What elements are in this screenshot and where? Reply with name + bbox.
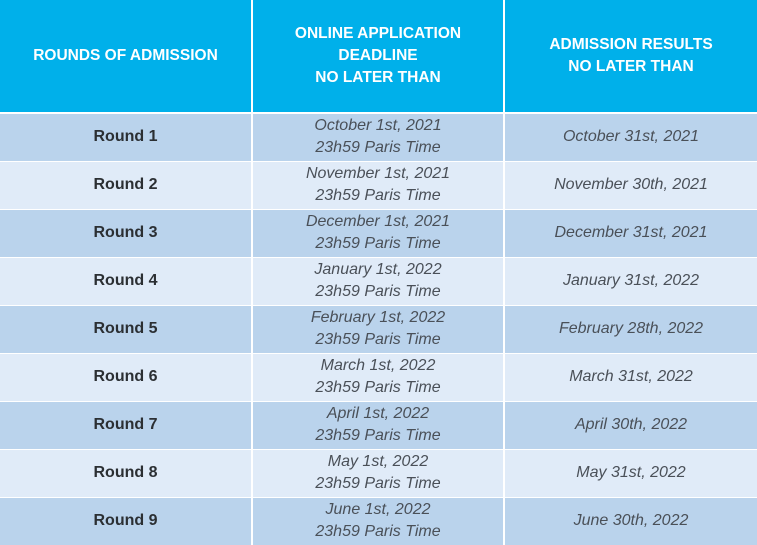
header-results-line-1: ADMISSION RESULTS (549, 36, 713, 53)
application-deadline-cell (252, 257, 504, 305)
deadline-time: 23h59 Paris Time (315, 283, 441, 300)
round-cell (0, 113, 252, 161)
round-cell (0, 401, 252, 449)
round-label: Round 2 (93, 176, 158, 193)
table-row (0, 113, 757, 161)
table-row (0, 161, 757, 209)
admission-result-cell (504, 497, 757, 545)
table-row (0, 449, 757, 497)
round-label: Round 8 (93, 464, 158, 481)
result-date: January 31st, 2022 (562, 272, 700, 289)
round-label: Round 6 (93, 368, 158, 385)
deadline-time: 23h59 Paris Time (315, 139, 441, 157)
result-date: April 30th, 2022 (574, 416, 688, 433)
table-row (0, 209, 757, 257)
header-deadline-line-3: NO LATER THAN (315, 69, 441, 86)
table-row (0, 305, 757, 353)
round-label: Round 7 (93, 416, 158, 433)
admission-result-cell (504, 449, 757, 497)
admission-result-cell (504, 305, 757, 353)
application-deadline-cell (252, 497, 504, 545)
deadline-date: December 1st, 2021 (305, 213, 451, 230)
admission-result-cell (504, 353, 757, 401)
deadline-date: April 1st, 2022 (326, 405, 430, 422)
deadline-date: January 1st, 2022 (314, 261, 442, 278)
deadline-time: 23h59 Paris Time (315, 235, 441, 252)
header-rounds (0, 0, 252, 113)
deadline-time: 23h59 Paris Time (315, 523, 441, 540)
round-label: Round 4 (93, 272, 158, 289)
deadline-time: 23h59 Paris Time (315, 427, 441, 444)
admission-result-cell (504, 161, 757, 209)
round-label: Round 1 (93, 128, 158, 146)
table-row (0, 401, 757, 449)
deadline-time: 23h59 Paris Time (315, 187, 441, 204)
result-date: October 31st, 2021 (562, 128, 700, 146)
admission-result-cell (504, 209, 757, 257)
result-date: December 31st, 2021 (554, 224, 708, 241)
round-cell (0, 209, 252, 257)
round-cell (0, 353, 252, 401)
table-header (0, 0, 757, 113)
header-deadline-line-2: DEADLINE (338, 47, 418, 64)
round-cell (0, 161, 252, 209)
table-body (0, 113, 757, 545)
header-row (0, 0, 757, 113)
deadline-time: 23h59 Paris Time (315, 379, 441, 396)
round-cell (0, 305, 252, 353)
header-results-line-2: NO LATER THAN (568, 58, 694, 75)
admission-result-cell (504, 113, 757, 161)
application-deadline-cell (252, 161, 504, 209)
application-deadline-cell (252, 401, 504, 449)
application-deadline-cell (252, 209, 504, 257)
header-deadline-line-1: ONLINE APPLICATION (294, 25, 462, 42)
result-date: June 30th, 2022 (573, 512, 689, 529)
deadline-date: May 1st, 2022 (327, 453, 429, 470)
header-application-deadline (252, 0, 504, 113)
deadline-date: June 1st, 2022 (325, 501, 431, 518)
application-deadline-cell (252, 305, 504, 353)
deadline-date: November 1st, 2021 (305, 165, 451, 182)
table-row (0, 497, 757, 545)
admission-result-cell (504, 257, 757, 305)
round-label: Round 5 (93, 320, 158, 337)
round-cell (0, 449, 252, 497)
result-date: May 31st, 2022 (576, 464, 686, 481)
header-admission-results (504, 0, 757, 113)
header-rounds-label: ROUNDS OF ADMISSION (33, 47, 218, 64)
admission-result-cell (504, 401, 757, 449)
result-date: February 28th, 2022 (558, 320, 704, 337)
round-cell (0, 497, 252, 545)
deadline-date: October 1st, 2021 (314, 117, 442, 135)
result-date: November 30th, 2021 (554, 176, 708, 193)
deadline-time: 23h59 Paris Time (315, 475, 441, 492)
deadline-time: 23h59 Paris Time (315, 331, 441, 348)
table-row (0, 257, 757, 305)
table-row (0, 353, 757, 401)
deadline-date: February 1st, 2022 (310, 309, 446, 326)
application-deadline-cell (252, 113, 504, 161)
result-date: March 31st, 2022 (569, 368, 693, 385)
application-deadline-cell (252, 449, 504, 497)
deadline-date: March 1st, 2022 (320, 357, 436, 374)
round-label: Round 3 (93, 224, 158, 241)
application-deadline-cell (252, 353, 504, 401)
round-cell (0, 257, 252, 305)
round-label: Round 9 (93, 512, 158, 529)
